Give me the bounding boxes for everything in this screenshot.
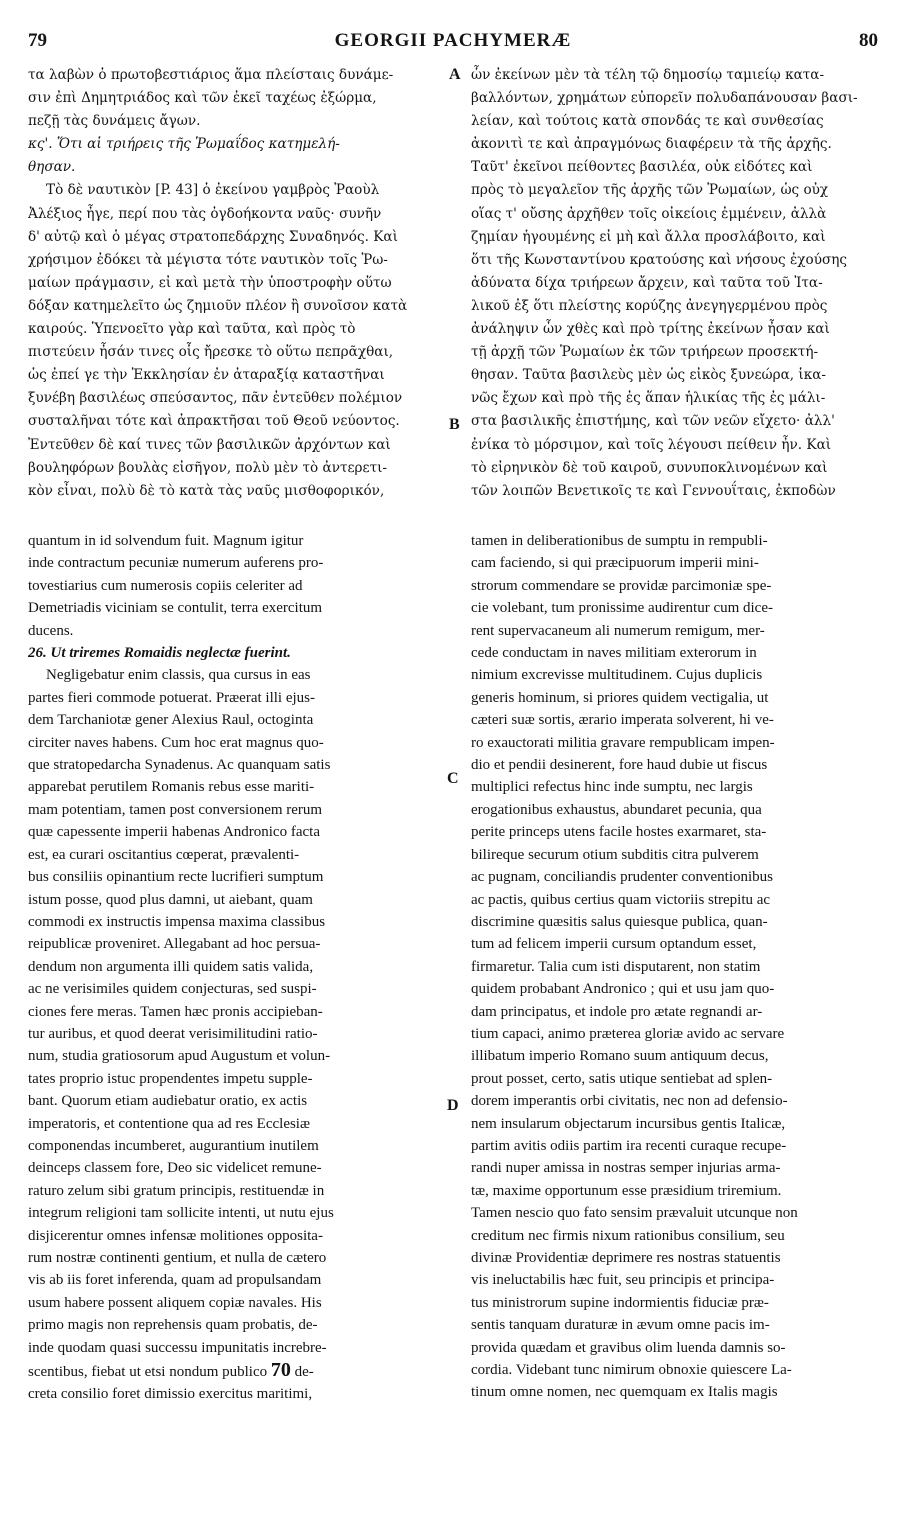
text-line: tates proprio istuc propendentes impetu supple-	[28, 1070, 313, 1087]
text-line: τῇ ἀρχῇ τῶν Ῥωμαίων ἐκ τῶν τριήρεων προσεκτή-	[471, 344, 819, 361]
running-head: GEORGII PACHYMERÆ	[334, 30, 572, 51]
text-line: dam principatus, et indole pro ætate regnandi ar-	[471, 1003, 763, 1020]
text-line: scentibus, fiebat ut etsi nondum publico	[28, 1364, 268, 1381]
margin-marker-a: A	[449, 66, 461, 83]
text-line: dem Tarchaniotæ gener Alexius Raul, octoginta	[28, 712, 314, 729]
text-line: βαλλόντων, χρημάτων εὐπορεῖν πολυδαπάνουσαν βασι-	[471, 90, 858, 107]
text-line: reipublicæ proveniret. Allegabant ad hoc persua-	[28, 936, 321, 953]
text-line: creditum nec firmis nixum rationibus consilium, seu	[471, 1227, 785, 1244]
text-line: vis ab iis foret inferenda, quam ad propulsandam	[28, 1272, 322, 1289]
text-line: cæteri suæ sortis, ærario imperata solverent, hi ve-	[471, 712, 774, 729]
text-line: tus ministrorum supine indormientis fiduciæ præ-	[471, 1294, 769, 1311]
text-line: σιν ἐπὶ Δημητριάδος καὶ τῶν ἐκεῖ ταχέως ἐξώρμα,	[28, 90, 377, 107]
text-line: illibatum imperio Romano suum antiquum decus,	[471, 1048, 769, 1065]
text-line: δ' αὐτῷ καὶ ὁ μέγας στρατοπεδάρχης Συναδηνός. Καὶ	[28, 228, 398, 245]
text-line: dorem imperantis orbi civitatis, nec non ad defensio-	[471, 1093, 788, 1110]
text-line: tamen in deliberationibus de sumptu in rempubli-	[471, 533, 768, 549]
text-line: tæ, maxime opportunum esse præsidium triremium.	[471, 1182, 782, 1199]
text-line: vis ineluctabilis hæc fuit, seu principis et principa-	[471, 1272, 775, 1289]
text-line: λικοῦ ἐξ ὅτι πλείστης κορύζης ἀνεγηγερμένου πρὸς	[471, 297, 828, 314]
text-line: ὧν ἐκείνων μὲν τὰ τέλη τῷ δημοσίῳ ταμιείῳ κατα-	[471, 67, 825, 83]
text-line: Negligebatur enim classis, qua cursus in eas	[46, 667, 311, 684]
text-line: raturo zelum sibi gratum principis, restituendæ in	[28, 1182, 325, 1199]
text-line: cam faciendo, si qui præcipuorum imperii mini-	[471, 555, 759, 572]
text-line: ζημίαν ἡγουμένης εἰ μὴ καὶ ἄλλα προσλάβοιτο, καὶ	[471, 228, 826, 245]
text-line: θησαν. Ταῦτα βασιλεὺς μὲν ὡς εἰκὸς ξυνεώρα, ἱκα-	[471, 367, 827, 384]
margin-marker-d: D	[447, 1097, 459, 1114]
text-line: partim avitis odiis partim ira recenti curaque recupe-	[471, 1137, 787, 1154]
text-line: commodi ex instructis impensa maxima classibus	[28, 913, 326, 930]
text-line: rent supervacaneum ali numerum remigum, mer-	[471, 622, 765, 639]
line-tail-text: de-	[294, 1364, 314, 1381]
text-line: πρὸς τὸ μεγαλεῖον τῆς ἀρχῆς τῶν Ῥωμαίων, ὡς οὐχ	[471, 182, 829, 199]
text-line: ac pactis, quibus certius quam victoriis strepitu ac	[471, 891, 771, 908]
text-line: imperatoris, et contentione qua ad res Ecclesiæ	[28, 1115, 310, 1132]
text-line: tinum omne nomen, nec quemquam ex Italis magis	[471, 1384, 778, 1401]
text-line: τα λαβὼν ὁ πρωτοβεστιάριος ἅμα πλείσταις δυνάμε-	[28, 67, 394, 83]
text-line: ἀκονιτὶ τε καὶ ἀπραγμόνως διαφέρειν τὰ τῆς ἀρχῆς.	[471, 136, 832, 153]
text-line: divinæ Providentiæ deprimere res nostras statuentis	[471, 1250, 781, 1266]
text-line: ἀνάληψιν ὧν χθὲς καὶ πρὸ τρίτης ἐκείνων ἦσαν καὶ	[471, 321, 830, 338]
greek-text-right-column	[471, 64, 879, 509]
latin-text-right-column	[471, 530, 879, 1525]
text-line: dio et pendii desinerent, fore haud dubie ut fiscus	[471, 757, 768, 774]
text-line: τῶν λοιπῶν Βενετικοῖς τε καὶ Γεννουΐταις, ἐκποδὼν	[471, 482, 836, 499]
text-line: πιστεύειν ἦσάν τινες οἷς ἤρεσκε τὸ οὕτω πεπρᾶχθαι,	[28, 344, 394, 361]
text-line: ὡς ἐπεί γε τὴν Ἐκκλησίαν ἐν ἀταραξίᾳ καταστῆναι	[28, 367, 385, 384]
text-line: μαίων πράγμασιν, εἰ καὶ μετὰ τὴν ὑποστροφὴν οὕτω	[28, 274, 392, 291]
text-line: inde contractum pecuniæ numerum auferens pro-	[28, 555, 324, 572]
text-line: στα βασιλικῆς ἐπιστήμης, καὶ τῶν νεῶν εἴχετο· ἀλλ'	[471, 413, 835, 430]
text-line: erogationibus exhaustus, abundaret pecunia, qua	[471, 801, 762, 818]
text-line: Demetriadis viciniam se contulit, terra exercitum	[28, 600, 323, 617]
text-line: nimium excrevisse multitudinem. Cujus duplicis	[471, 667, 763, 684]
section-heading-line: 26. Ut triremes Romaidis neglectæ fuerint.	[28, 645, 291, 662]
text-line: generis hominum, si priores quidem vectigalia, ut	[471, 689, 769, 706]
text-line: que stratopedarcha Synadenus. Ac quanquam satis	[28, 757, 331, 774]
text-line: randi nuper amissa in nostras semper injurias arma-	[471, 1160, 781, 1177]
text-line: Ἀλέξιος ἦγε, περί που τὰς ὀγδοήκοντα ναῦς· συνῆν	[28, 205, 382, 222]
page-header	[28, 30, 878, 56]
text-line: dendum non argumenta illi quidem satis valida,	[28, 958, 314, 975]
text-line: partes fieri commode potuerat. Præerat illi ejus-	[28, 689, 315, 706]
text-line: creta consilio foret dimissio exercitus maritimi,	[28, 1386, 313, 1403]
section-heading-line: κς'. Ὅτι αἱ τριήρεις τῆς Ῥωμαΐδος κατημελή-	[28, 136, 340, 153]
margin-marker-c: C	[447, 770, 459, 787]
text-line: συσταλῆναι τότε καὶ ἀπρακτῆσαι τοῦ Θεοῦ νεύοντος.	[28, 413, 400, 430]
text-line: quæ capessente imperii habenas Andronico facta	[28, 824, 320, 841]
text-line: cede conductam in naves militiam exterorum in	[471, 645, 757, 662]
text-line: cie volebant, tum pronissime audirentur cum dice-	[471, 600, 773, 617]
text-line: καιρούς. Ὑπενοεῖτο γὰρ καὶ ταῦτα, καὶ πρὸς τὸ	[28, 321, 356, 338]
text-line: firmaretur. Talia cum isti disputarent, non statim	[471, 958, 761, 975]
text-line: nem insularum objectarum incursibus gentis Italicæ,	[471, 1115, 786, 1132]
text-line: λείαν, καὶ τούτοις κατὰ σπονδάς τε καὶ συνθεσίας	[471, 113, 824, 130]
text-line: tium capaci, animo præterea gloriæ avido ac servare	[471, 1025, 785, 1042]
text-line: ὅτι τῆς Κωνσταντίνου κρατούσης καὶ νήσους ἐχούσης	[471, 251, 847, 268]
text-line: deinceps classem fore, Deo sic videlicet remune-	[28, 1160, 322, 1177]
text-line: Τὸ δὲ ναυτικὸν [P. 43] ὁ ἐκείνου γαμβρὸς Ῥαοὺλ	[46, 182, 380, 199]
text-line: δόξαν κατημελεῖτο ὡς ζημιοῦν πλέον ἢ συνοῖσον κατὰ	[28, 297, 408, 314]
text-line: ac ne verisimiles quidem conjecturas, sed suspi-	[28, 981, 317, 998]
text-line: tum ad felicem imperii cursum optandum esset,	[471, 936, 757, 953]
text-line: quidem probabant Andronico ; qui et usu jam quo-	[471, 981, 775, 998]
text-line: num, studia gratiosorum apud Augustum et volun-	[28, 1048, 331, 1065]
line-continuation	[267, 1359, 314, 1382]
text-line: πεζῇ τὰς δυνάμεις ἄγων.	[28, 113, 201, 130]
text-line: primo magis non reprehensis quam probatis, de-	[28, 1317, 318, 1334]
text-line: Tamen nescio quo fato sensim prævaluit utcunque non	[471, 1205, 798, 1222]
text-line: usum habere possent aliquem copiæ navales. His	[28, 1294, 322, 1311]
text-line: prout posset, certo, satis utique sentiebat ad splen-	[471, 1070, 773, 1087]
text-line: quantum in id solvendum fuit. Magnum igitur	[28, 533, 304, 549]
section-heading-line: θησαν.	[28, 159, 76, 176]
text-line: provida quædam et gravibus olim luenda damnis so-	[471, 1339, 786, 1356]
text-line: Ταῦτ' ἐκεῖνοι πείθοντες βασιλέα, οὐκ εἰδότες καὶ	[471, 159, 813, 176]
text-line: ἀδύνατα δίχα τριήρεων ἄρχειν, καὶ ταῦτα τοῦ Ἰτα-	[471, 274, 823, 291]
greek-text-left-column	[28, 64, 443, 509]
text-line: ducens.	[28, 622, 74, 639]
text-line: rum nostræ continenti gentium, et nulla de cætero	[28, 1250, 327, 1266]
text-line: strorum commendare se providæ parcimoniæ spe-	[471, 577, 772, 594]
text-line: bus consiliis opinantium recte lucrifieri sumptum	[28, 869, 324, 886]
text-line: mam potentiam, tamen post conversionem rerum	[28, 801, 323, 818]
text-line: tur auribus, et quod deerat verisimilitudini ratio-	[28, 1025, 318, 1042]
text-line: βουληφόρων βουλὰς εἰσῆγον, πολὺ μὲν τὸ ἀντερετι-	[28, 459, 388, 476]
text-line: οἵας τ' οὔσης ἀρχῆθεν τοῖς οἰκείοις ἐμμένειν, ἀλλὰ	[471, 205, 827, 222]
text-line: bilireque securum otium subditis citra pulverem	[471, 846, 759, 863]
text-line: inde quodam quasi successu impunitatis increbre-	[28, 1339, 327, 1356]
text-line: discrimine quæsitis salus quiesque publica, quan-	[471, 913, 768, 930]
text-line: Ἐντεῦθεν δὲ καί τινες τῶν βασιλικῶν ἀρχόντων καὶ	[28, 436, 391, 453]
text-line: χρήσιμον ἐδόκει τὰ μέγιστα τότε ναυτικὸν τοῖς Ῥω-	[28, 251, 388, 268]
text-line: bant. Quorum etiam audiebatur oratio, ex actis	[28, 1093, 308, 1110]
text-line: κὸν εἶναι, πολὺ δὲ τὸ κατὰ τὰς ναῦς μισθοφορικόν,	[28, 482, 385, 499]
text-line: cordia. Videbant tunc nimirum obnoxie quiescere La-	[471, 1362, 792, 1379]
text-line: ἐνίκα τὸ μόρσιμον, καὶ τοῖς λέγουσι πείθειν ἦν. Καὶ	[471, 436, 832, 453]
text-line: sentis tanquam duraturæ in ævum omne pacis im-	[471, 1317, 770, 1334]
text-line: τὸ εἰρηνικὸν δὲ τοῦ καιροῦ, συνυποκλινομένων καὶ	[471, 459, 828, 476]
text-line: componendas incumberet, augurantium inutilem	[28, 1137, 319, 1154]
margin-marker-b: B	[449, 416, 460, 433]
text-line: circiter naves habens. Cum hoc erat magnus quo-	[28, 734, 324, 751]
column-number: 70	[270, 1359, 291, 1382]
text-line: multiplici refectus hinc inde sumptu, nec largis	[471, 779, 753, 796]
page-number-left: 79	[28, 30, 47, 51]
text-line: tovestiarius cum numerosis copiis celeriter ad	[28, 577, 303, 594]
text-line: νῶς ἔχων καὶ πρὸ τῆς ἐς ἅπαν ἡλικίας τῆς ἐς μάλι-	[471, 390, 826, 407]
text-line: ro exauctorati militia gravare rempublicam impen-	[471, 734, 775, 751]
text-line: istum posse, quod plus damni, ut aiebant, quam	[28, 891, 313, 908]
text-line: perite princeps utens facile hostes exarmaret, sta-	[471, 824, 767, 841]
text-line: est, ea curari oscitantius cœperat, prævalenti-	[28, 846, 300, 863]
text-line: disjicerentur omnes infensæ molitiones opposita-	[28, 1227, 323, 1244]
latin-text-left-column	[28, 530, 443, 1525]
text-line: apparebat perutilem Romanis rebus esse mariti-	[28, 779, 315, 796]
text-line: ξυνέβη βασιλέως σπεύσαντος, πᾶν ἐντεῦθεν πολέμιον	[28, 390, 403, 407]
text-line: ciones fere meras. Tamen hæc pronis accipieban-	[28, 1003, 323, 1020]
text-line: ac pugnam, conciliandis prudenter conventionibus	[471, 869, 773, 886]
text-line: integrum religioni tam sollicite intenti, ut nutu ejus	[28, 1205, 334, 1222]
page-number-right: 80	[859, 30, 878, 51]
